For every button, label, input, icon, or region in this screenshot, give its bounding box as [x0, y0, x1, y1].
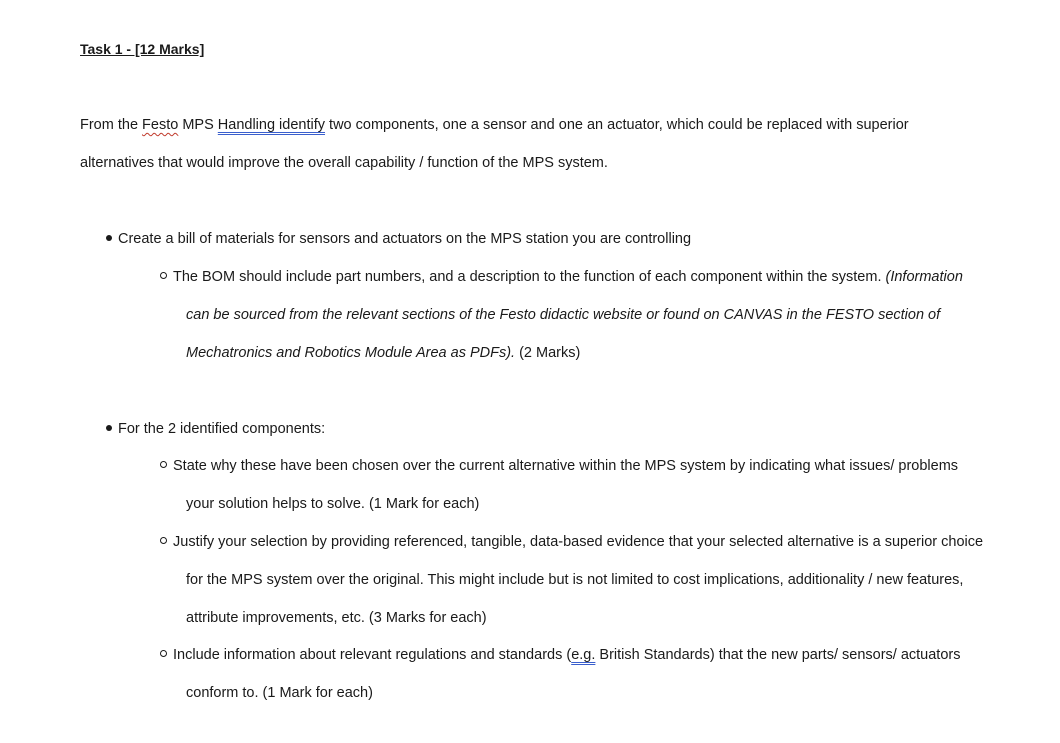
sub-bullet-text: Include information about relevant regulations and standards ( — [173, 647, 572, 663]
sub-bullet-text: Justify your selection by providing referenced, tangible, data-based evidence that your selected alternative is a superior choice — [173, 534, 984, 550]
sub-bullet-italic-text: Mechatronics and Robotics Module Area as PDFs). — [186, 345, 516, 361]
intro-text: From the — [80, 117, 143, 133]
intro-text: two components, one a sensor and one an actuator, which could be replaced with superior — [325, 117, 909, 133]
bullet-item-components — [106, 420, 325, 438]
bullet-dot-icon — [106, 235, 112, 241]
sub-bullet-continuation: conform to. (1 Mark for each) — [186, 685, 373, 701]
sub-bullet-state-why — [160, 457, 958, 475]
sub-bullet-circle-icon — [160, 272, 167, 279]
sub-bullet-justify — [160, 533, 983, 551]
bullet-item-bom — [106, 230, 691, 248]
bullet-dot-icon — [106, 425, 112, 431]
sub-bullet-text: State why these have been chosen over the current alternative within the MPS system by indicating what issues/ problems — [173, 458, 959, 474]
sub-bullet-bom-details — [160, 268, 963, 286]
grammar-flagged-phrase: Handling identify — [217, 117, 326, 133]
marks-label: (2 Marks) — [515, 345, 581, 361]
sub-bullet-continuation: your solution helps to solve. (1 Mark for each) — [186, 496, 480, 512]
grammar-flagged-eg: e.g. — [571, 647, 596, 663]
intro-line-1 — [80, 116, 909, 134]
sub-bullet-continuation: can be sourced from the relevant sections of the Festo didactic website or found on CANVAS in the FESTO section of — [186, 307, 941, 323]
spellcheck-word-festo: Festo — [142, 117, 179, 133]
sub-bullet-circle-icon — [160, 650, 167, 657]
sub-bullet-circle-icon — [160, 537, 167, 544]
sub-bullet-circle-icon — [160, 461, 167, 468]
sub-bullet-regulations — [160, 646, 960, 664]
sub-bullet-text: British Standards) that the new parts/ sensors/ actuators — [595, 647, 961, 663]
intro-line-2: alternatives that would improve the overall capability / function of the MPS system. — [80, 155, 608, 171]
intro-text: MPS — [178, 117, 218, 133]
sub-bullet-text: The BOM should include part numbers, and a description to the function of each component within the system. — [173, 269, 886, 285]
sub-bullet-italic-text: (Information — [885, 269, 963, 285]
task-title: Task 1 - [12 Marks] — [80, 41, 205, 57]
sub-bullet-continuation: for the MPS system over the original. This might include but is not limited to cost implications, additionality / new features, — [186, 572, 964, 588]
sub-bullet-continuation — [186, 344, 580, 362]
sub-bullet-continuation: attribute improvements, etc. (3 Marks for each) — [186, 610, 487, 626]
bullet-text: For the 2 identified components: — [118, 421, 326, 437]
bullet-text: Create a bill of materials for sensors and actuators on the MPS station you are controlling — [118, 231, 692, 247]
